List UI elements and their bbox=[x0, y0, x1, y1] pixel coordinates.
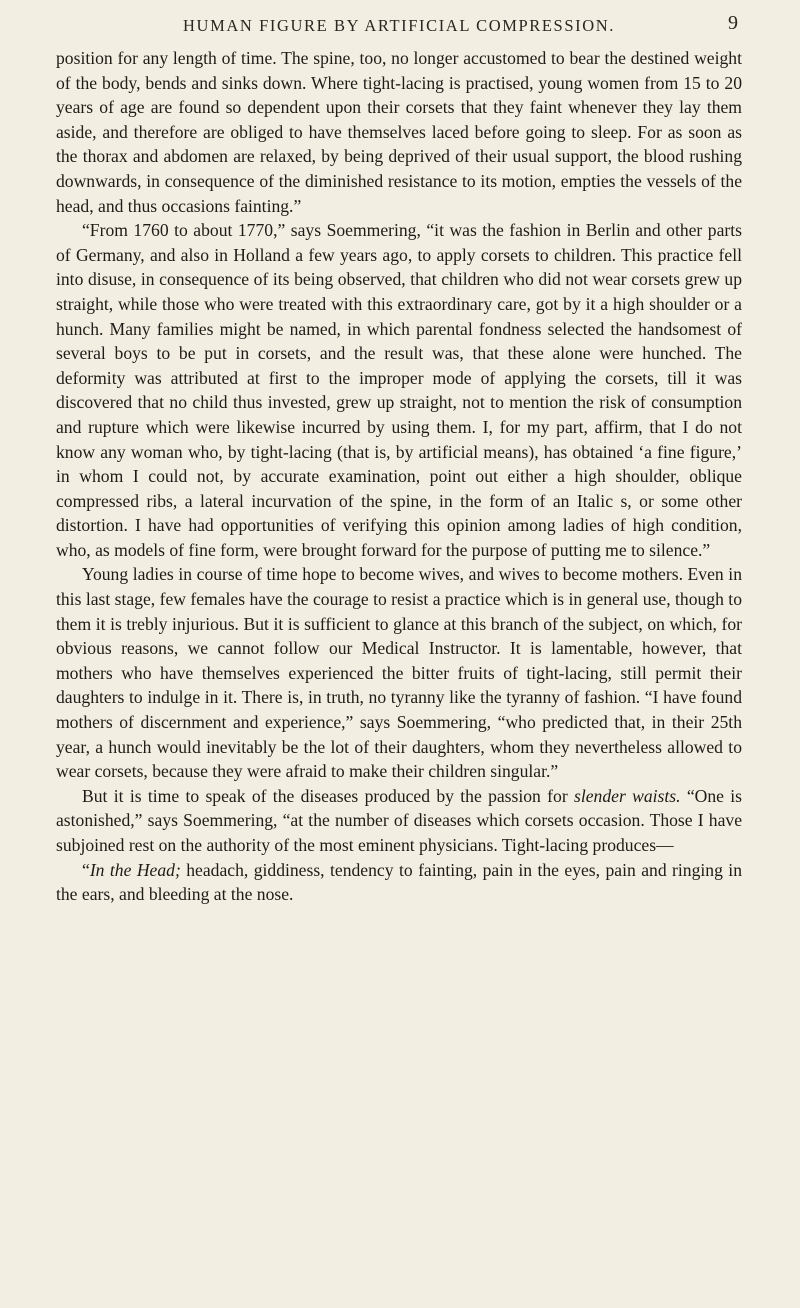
running-head bbox=[56, 0, 742, 46]
text-segment: But it is time to speak of the diseases produced by the passion for bbox=[82, 785, 574, 806]
text-segment: headach, giddiness, tendency to fainting, pain in the eyes, pain and ringing in the ears, and bleeding at the nose. bbox=[56, 859, 742, 905]
emphasis-slender-waists: slender waists. bbox=[574, 785, 681, 806]
emphasis-in-the-head: In the Head; bbox=[89, 859, 181, 880]
text-segment: “One is astonished,” says Soemmering, “at the number of diseases which corsets occasion. Those I have subjoined rest on the authority of the most eminent physicians. Tight-lacing produces— bbox=[56, 785, 743, 855]
open-quote: “ bbox=[82, 859, 90, 880]
paragraph-diseases bbox=[56, 784, 742, 858]
body-text bbox=[56, 46, 742, 907]
paragraph-head-symptoms bbox=[56, 858, 742, 907]
running-title: HUMAN FIGURE BY ARTIFICIAL COMPRESSION. bbox=[183, 16, 615, 35]
page-number: 9 bbox=[728, 12, 738, 34]
paragraph-continuation: position for any length of time. The spine, too, no longer accustomed to bear the destined weight of the body, bends and sinks down. Where tight-lacing is practised, young women from 15 to 20 years of age are found so dependent upon their corsets that they faint whenever they lay them aside, and therefore are obliged to have themselves laced before going to sleep. For as soon as the thorax and abdomen are relaxed, by being deprived of their usual support, the blood rushing downwards, in consequence of the diminished resistance to its motion, empties the vessels of the head, and thus occasions fainting.” bbox=[56, 48, 742, 216]
paragraph-mothers: Young ladies in course of time hope to become wives, and wives to become mothers. Even in this last stage, few females have the courage to resist a practice which is in general use, though to them it is trebly injurious. But it is sufficient to glance at this branch of the subject, on which, for obvious reasons, we cannot follow our Medical Instructor. It is lamentable, however, that mothers who have themselves experienced the bitter fruits of tight-lacing, still permit their daughters to indulge in it. There is, in truth, no tyranny like the tyranny of fashion. “I have found mothers of discernment and experience,” says Soemmering, “who predicted that, in their 25th year, a hunch would inevitably be the lot of their daughters, whom they nevertheless allowed to wear corsets, because they were afraid to make their children singular.” bbox=[56, 564, 742, 782]
paragraph-soemmering-children: “From 1760 to about 1770,” says Soemmering, “it was the fashion in Berlin and other parts of Germany, and also in Holland a few years ago, to apply corsets to children. This practice fell into disuse, in consequence of its being observed, that children who did not wear corsets grew up straight, while those who were treated with this extraordinary care, got by it a high shoulder or a hunch. Many families might be named, in which parental fondness selected the handsomest of several boys to be put in corsets, and the result was, that these alone were hunched. The deformity was attributed at first to the improper mode of applying the corsets, till it was discovered that no child thus invested, grew up straight, not to mention the risk of consumption and rupture which were likewise incurred by using them. I, for my part, affirm, that I do not know any woman who, by tight-lacing (that is, by artificial means), has obtained ‘a fine figure,’ in whom I could not, by accurate examination, point out either a high shoulder, oblique compressed ribs, a lateral incurvation of the spine, in the form of an Italic s, or some other distortion. I have had opportunities of verifying this opinion among ladies of high condition, who, as models of fine form, were brought forward for the purpose of putting me to silence.” bbox=[56, 220, 742, 560]
